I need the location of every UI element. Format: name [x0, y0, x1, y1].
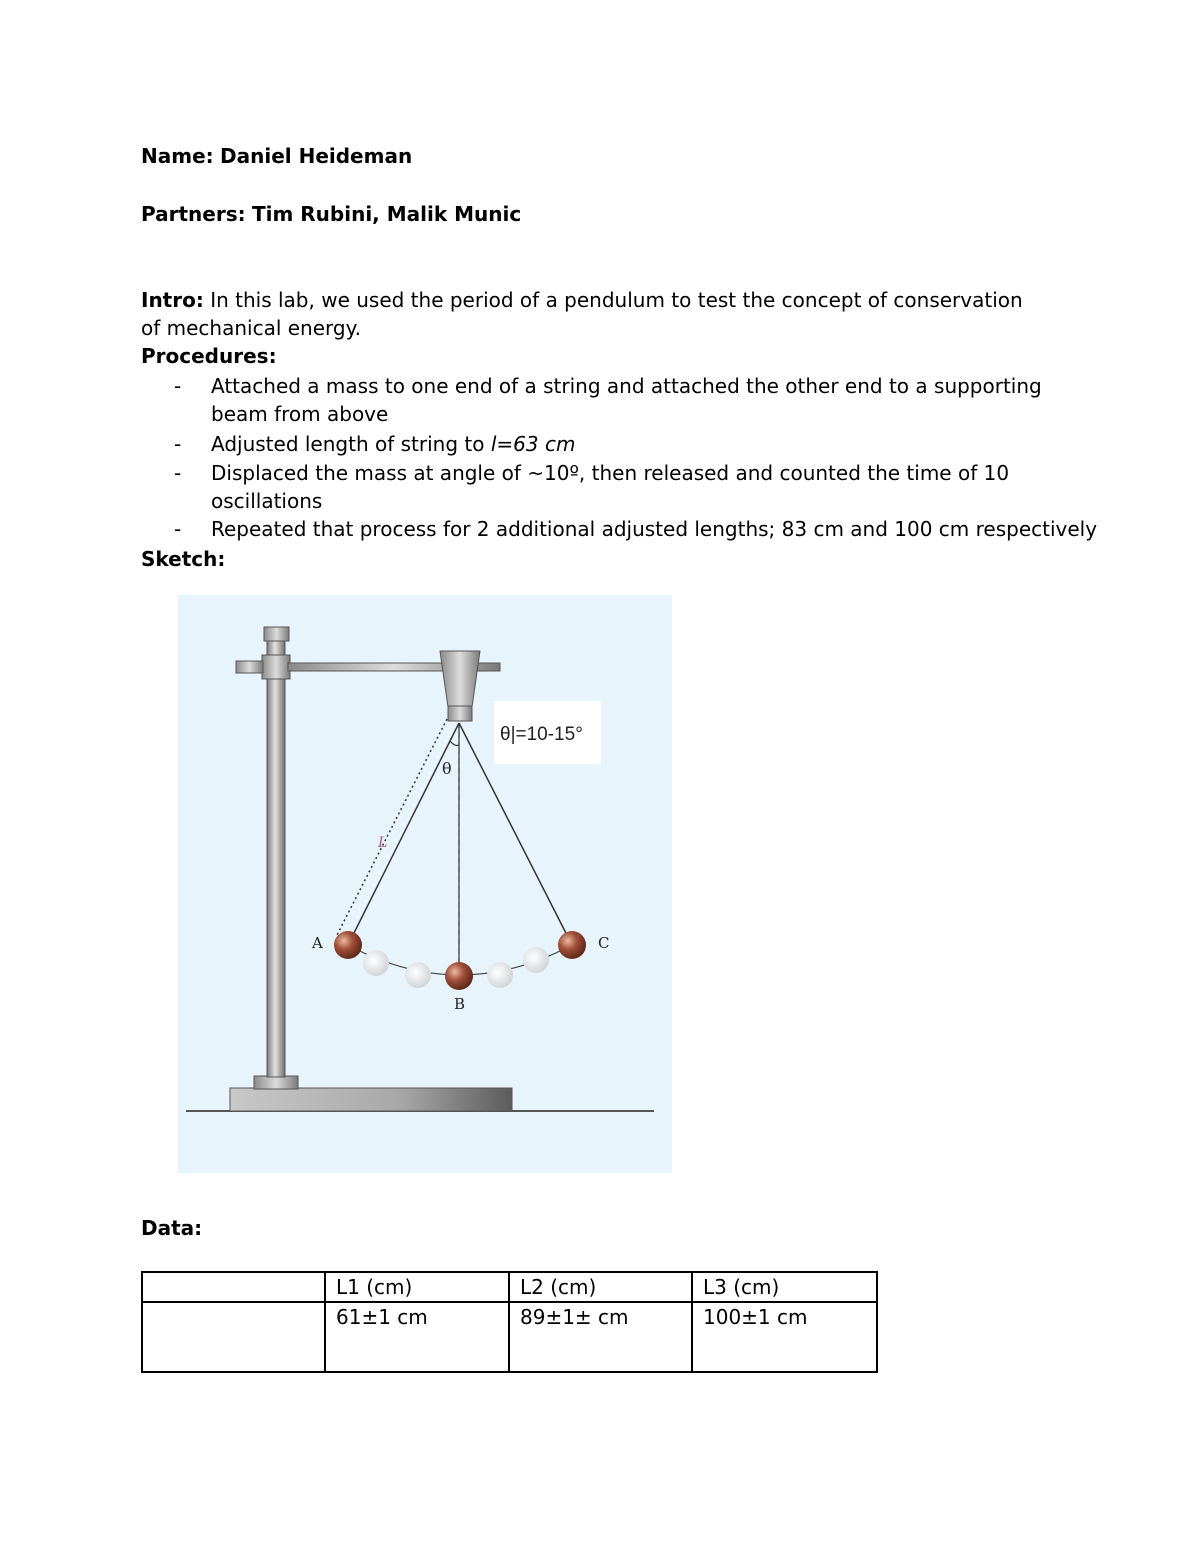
length-symbol: L	[378, 835, 388, 851]
procedures-heading: Procedures:	[141, 344, 277, 368]
partners-line	[141, 200, 521, 228]
pivot-holder	[440, 651, 480, 707]
procedure-item: Repeated that process for 2 additional adjusted lengths; 83 cm and 100 cm respectively	[211, 517, 1098, 541]
table-header-cell	[142, 1272, 325, 1302]
data-heading: Data:	[141, 1216, 203, 1240]
procedure-item	[211, 430, 1071, 458]
partners-value: Tim Rubini, Malik Munic	[251, 202, 522, 226]
stand-pole	[267, 639, 285, 1077]
table-cell	[142, 1302, 325, 1372]
table-row	[142, 1302, 877, 1372]
table-header-row	[142, 1272, 877, 1302]
ghost-bob	[523, 947, 549, 973]
theta-symbol: θ	[442, 759, 452, 778]
bob-b	[445, 962, 473, 990]
bob-a	[334, 931, 362, 959]
clamp-block	[262, 655, 290, 679]
length-indicator	[336, 719, 447, 937]
bob-c	[558, 931, 586, 959]
pole-cap	[264, 627, 289, 641]
intro-label: Intro:	[141, 288, 204, 312]
name-value: Daniel Heideman	[220, 144, 413, 168]
pendulum-diagram	[178, 595, 672, 1173]
procedure-dash: -	[174, 461, 182, 485]
intro-paragraph	[141, 286, 1041, 342]
intro-text: In this lab, we used the period of a pendulum to test the concept of conservation of mechanical energy.	[141, 288, 1023, 340]
point-a-label: A	[312, 934, 323, 952]
angle-annotation: θ|=10-15°	[500, 724, 583, 745]
procedure-dash: -	[174, 374, 182, 398]
sketch-heading: Sketch:	[141, 547, 226, 571]
table-header-cell: L3 (cm)	[692, 1272, 877, 1302]
angle-arc	[450, 741, 459, 746]
table-header-cell: L1 (cm)	[325, 1272, 509, 1302]
clamp-screw	[236, 661, 263, 673]
ghost-bob	[405, 962, 431, 988]
table-cell: 61±1 cm	[325, 1302, 509, 1372]
procedure-item-length: l=63 cm	[490, 432, 576, 456]
name-label: Name:	[141, 144, 214, 168]
pivot-tip	[448, 706, 472, 721]
name-line	[141, 142, 412, 170]
stand-base	[230, 1088, 512, 1111]
pendulum-sketch	[178, 595, 672, 1173]
partners-label: Partners:	[141, 202, 246, 226]
procedure-item: Displaced the mass at angle of ~10º, then released and counted the time of 10 oscillations	[211, 461, 1010, 513]
procedure-dash: -	[174, 517, 182, 541]
table-cell: 100±1 cm	[692, 1302, 877, 1372]
ghost-bob	[363, 950, 389, 976]
point-b-label: B	[454, 995, 466, 1013]
base-collar	[254, 1076, 298, 1089]
procedure-dash: -	[174, 432, 182, 456]
table-cell: 89±1± cm	[509, 1302, 692, 1372]
procedure-item: Attached a mass to one end of a string and attached the other end to a supporting beam from above	[211, 374, 1042, 426]
point-c-label: C	[598, 934, 610, 952]
ghost-bob	[487, 962, 513, 988]
data-table	[141, 1271, 878, 1373]
table-header-cell: L2 (cm)	[509, 1272, 692, 1302]
string-a	[348, 723, 459, 945]
procedure-item-text: Adjusted length of string to	[211, 432, 491, 456]
